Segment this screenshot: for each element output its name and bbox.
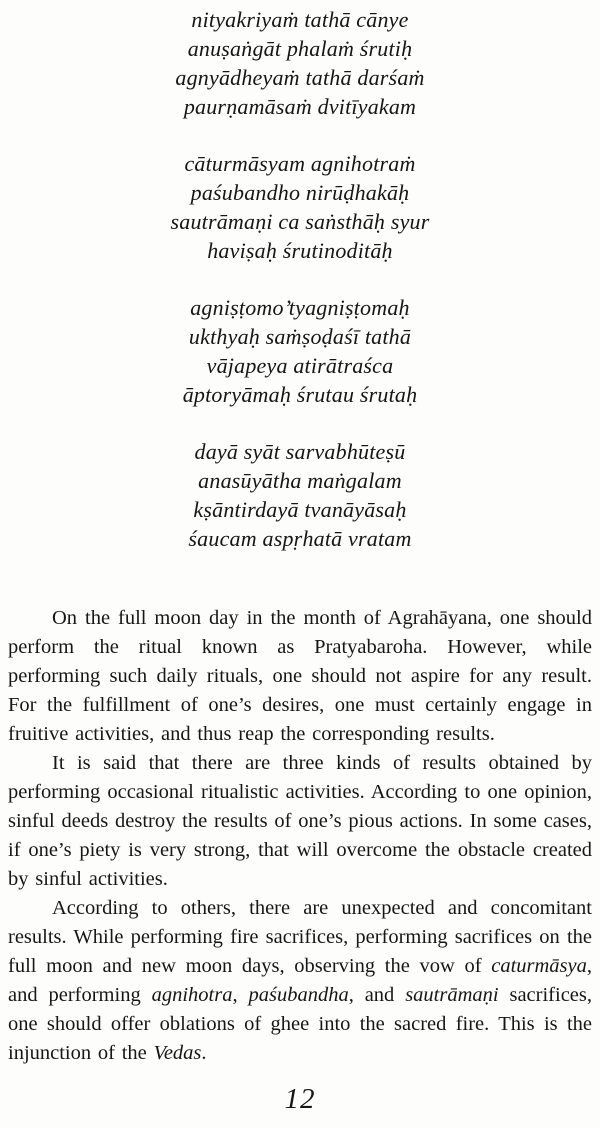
verse-line: vājapeya atirātraśca <box>206 353 394 378</box>
verse-line: dayā syāt sarvabhūteṣū <box>194 439 406 464</box>
sanskrit-verse-section <box>8 5 592 553</box>
italic-term: caturmāsya <box>491 955 587 977</box>
italic-term: sautrāmaṇi <box>405 984 499 1006</box>
text-segment: , and <box>348 984 406 1006</box>
prose-paragraph <box>8 894 592 1068</box>
verse-line: cāturmāsyam agnihotraṁ <box>184 151 416 176</box>
verse-line: paśubandho nirūḍhakāḥ <box>190 180 410 205</box>
italic-term: agnihotra <box>151 984 233 1006</box>
verse-line: anasūyātha maṅgalam <box>198 468 402 493</box>
verse-line: ukthyaḥ saṁṣoḍaśī tathā <box>188 324 412 349</box>
verse-stanza <box>8 437 592 553</box>
verse-line: agniṣṭomo’tyagniṣṭomaḥ <box>190 295 410 320</box>
italic-term: Vedas <box>153 1042 202 1064</box>
text-segment: sacrifices, one should offer oblations of ghee into the sacred fire. This is the injunction of the <box>8 984 592 1064</box>
verse-stanza <box>8 5 592 121</box>
text-segment: . <box>201 1042 207 1064</box>
verse-line: sautrāmaṇi ca saṅsthāḥ syur <box>170 209 430 234</box>
verse-line: agnyādheyaṁ tathā darśaṁ <box>175 65 425 90</box>
verse-line: paurṇamāsaṁ dvitīyakam <box>183 94 417 119</box>
verse-line: nityakriyaṁ tathā cānye <box>191 7 409 32</box>
prose-paragraph <box>8 749 592 894</box>
verse-stanza <box>8 293 592 409</box>
verse-line: kṣāntirdayā tvanāyāsaḥ <box>193 497 407 522</box>
text-segment: , <box>232 984 249 1006</box>
verse-line: śaucam aspṛhatā vratam <box>188 526 412 551</box>
text-segment: It is said that there are three kinds of results obtained by performing occasional ritualistic activities. According to one opinion, sinful deeds destroy the results of one’s pious actions. In some cases, if one’s piety is very strong, that will overcome the obstacle created by sinful activities. <box>8 752 592 890</box>
verse-line: āptoryāmaḥ śrutau śrutaḥ <box>182 382 418 407</box>
verse-line: anuṣaṅgāt phalaṁ śrutiḥ <box>187 36 413 61</box>
prose-section <box>8 604 592 1068</box>
prose-paragraph <box>8 604 592 749</box>
text-segment: , and performing <box>8 955 592 1006</box>
italic-term: paśubandha <box>248 984 349 1006</box>
page-number: 12 <box>284 1083 316 1115</box>
verse-stanza <box>8 149 592 265</box>
text-segment: According to others, there are unexpected and concomitant results. While performing fire sacrifices, performing sacrifices on the full moon and new moon days, observing the vow of <box>8 897 592 977</box>
verse-line: haviṣaḥ śrutinoditāḥ <box>207 238 393 263</box>
text-segment: On the full moon day in the month of Agrahāyana, one should perform the ritual known as Pratyabaroha. However, while performing such daily rituals, one should not aspire for any result. For the fulfillment of one’s desires, one must certainly engage in fruitive activities, and thus reap the corresponding results. <box>8 607 592 745</box>
